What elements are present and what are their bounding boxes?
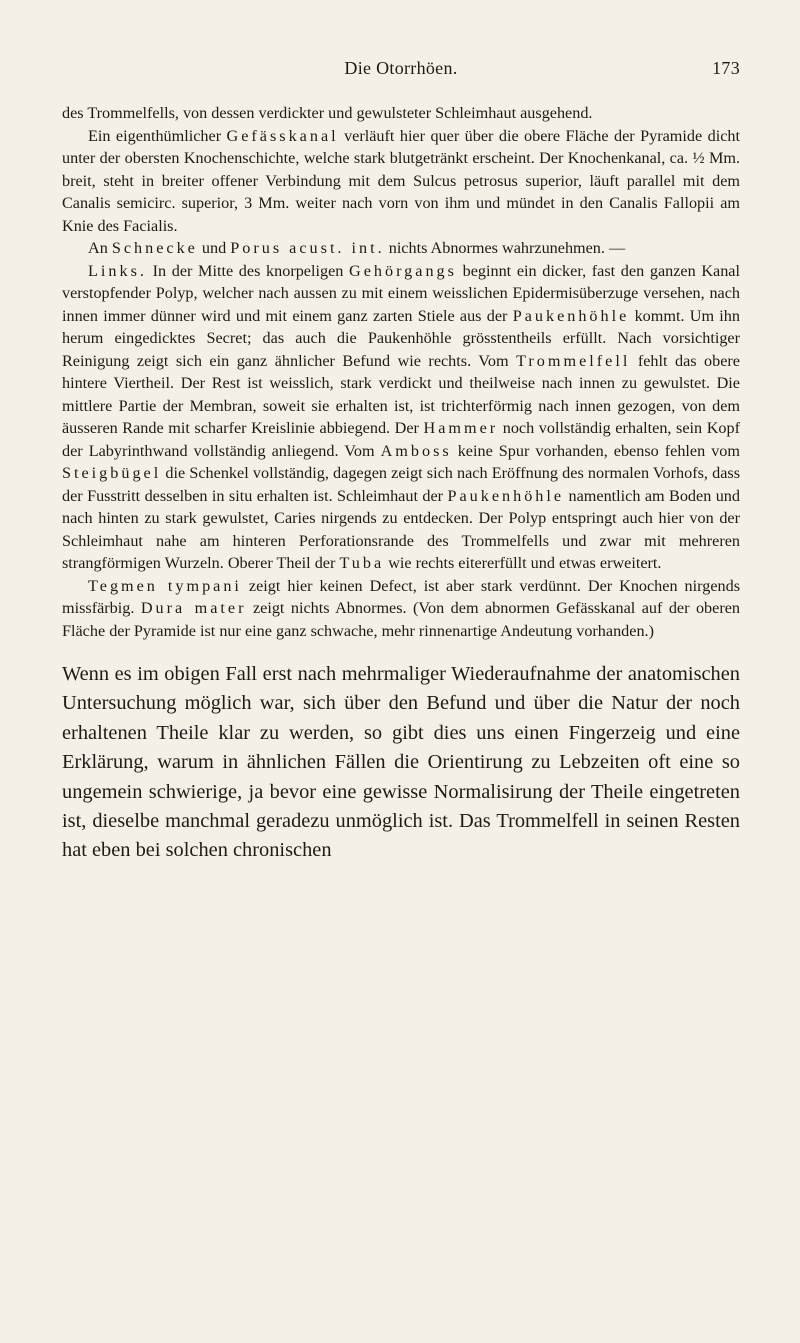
term-trommelfell: Trommelfell bbox=[516, 351, 631, 370]
term-paukenhoehle: Paukenhöhle bbox=[512, 306, 630, 325]
term-steigbuegel: Steigbügel bbox=[62, 464, 162, 482]
paragraph-5: Tegmen tympani zeigt hier keinen Defect, ist aber stark verdünnt. Der Knochen nirgends missfärbig. Dura mater zeigt nichts Abnormes. (Von dem abnormen Gefässkanal auf der oberen Fläche der Pyramide ist nur eine ganz schwache, mehr rinnenartige Andeutung vorhanden.) bbox=[62, 576, 740, 640]
paragraph-2: Ein eigenthümlicher Gefässkanal verläuft hier quer über die obere Fläche der Pyramide dicht unter der obersten Knochenschichte, welche stark blutgetränkt erscheint. Der Knochenkanal, ca. ½ Mm. breit, steht in breiter offener Verbindung mit dem Sulcus petrosus superior, läuft parallel mit dem Canalis semicirc. superior, 3 Mm. weiter nach vorn von ihm und mündet in den Canalis Fallopii am Knie des Facialis. bbox=[62, 126, 740, 235]
term-schnecke: Schnecke bbox=[111, 239, 198, 257]
running-title: Die Otorrhöen. bbox=[344, 58, 458, 78]
term-hammer: Hammer bbox=[423, 419, 499, 437]
book-page bbox=[62, 58, 740, 866]
paragraph-6: Wenn es im obigen Fall erst nach mehrmaliger Wiederaufnahme der anatomischen Untersuchung möglich war, sich über den Befund und über die Natur der noch erhaltenen Theile klar zu werden, so gibt dies uns einen Fingerzeig und eine Erklärung, warum in ähnlichen Fällen die Orientirung zu Lebzeiten oft eine so ungemein schwierige, ja bevor eine gewisse Normalisirung der Theile eingetreten ist, dieselbe manchmal geradezu unmöglich ist. Das Trommelfell in seinen Resten hat eben bei solchen chronischen bbox=[62, 663, 740, 862]
commentary-text bbox=[62, 660, 740, 866]
paragraph-1: des Trommelfells, von dessen verdickter und gewulsteter Schleimhaut ausgehend. bbox=[62, 104, 593, 122]
term-dura-mater: Dura mater bbox=[140, 599, 247, 617]
term-tegmen: Tegmen tympani bbox=[88, 576, 242, 595]
term-tuba: Tuba bbox=[339, 554, 385, 572]
running-head bbox=[62, 58, 740, 88]
term-gefaesskanal: Gefässkanal bbox=[226, 126, 339, 145]
term-paukenhoehle-2: Paukenhöhle bbox=[447, 486, 565, 505]
paragraph-4: Links. In der Mitte des knorpeligen Gehörgangs beginnt ein dicker, fast den ganzen Kanal verstopfender Polyp, welcher nach aussen zu mit einem weisslichen Epidermisüberzuge versehen, nach innen immer dünner wird und mit einem ganz zarten Stiele aus der Paukenhöhle kommt. Um ihn herum eingedicktes Secret; das auch die Paukenhöhle grösstentheils erfüllt. Nach vorsichtiger Reinigung zeigt sich ein ganz ähnlicher Befund wie rechts. Vom Trommelfell fehlt das obere hintere Viertheil. Der Rest ist weisslich, stark verdickt und theilweise nach innen zu gewulstet. Die mittlere Partie der Membran, soweit sie erhalten ist, ist trichterförmig nach innen gezogen, von dem äusseren Rande mit scharfer Kreislinie abbiegend. Der Hammer noch vollständig erhalten, sein Kopf der Labyrinthwand vollständig anliegend. Vom Amboss keine Spur vorhanden, ebenso fehlen vom Steigbügel die Schenkel vollständig, dagegen zeigt sich nach Eröffnung des normalen Vorhofs, dass der Fusstritt desselben in situ erhalten ist. Schleimhaut der Paukenhöhle namentlich am Boden und nach hinten zu stark gewulstet, Caries nirgends zu entdecken. Der Polyp entspringt auch hier von der Schleimhaut nahe am hinteren Perforationsrande des Trommelfells und zwar mit mehreren strangförmigen Wurzeln. Oberer Theil der Tuba wie rechts eitererfüllt und etwas erweitert. bbox=[62, 261, 740, 572]
term-links: Links. bbox=[88, 261, 147, 280]
case-report-text bbox=[62, 102, 740, 642]
paragraph-3: An Schnecke und Porus acust. int. nichts Abnormes wahrzunehmen. — bbox=[88, 239, 626, 257]
term-amboss: Amboss bbox=[380, 441, 452, 460]
term-porus: Porus acust. int. bbox=[230, 239, 385, 257]
term-gehoergangs: Gehörgangs bbox=[349, 261, 457, 280]
page-number: 173 bbox=[712, 58, 740, 78]
